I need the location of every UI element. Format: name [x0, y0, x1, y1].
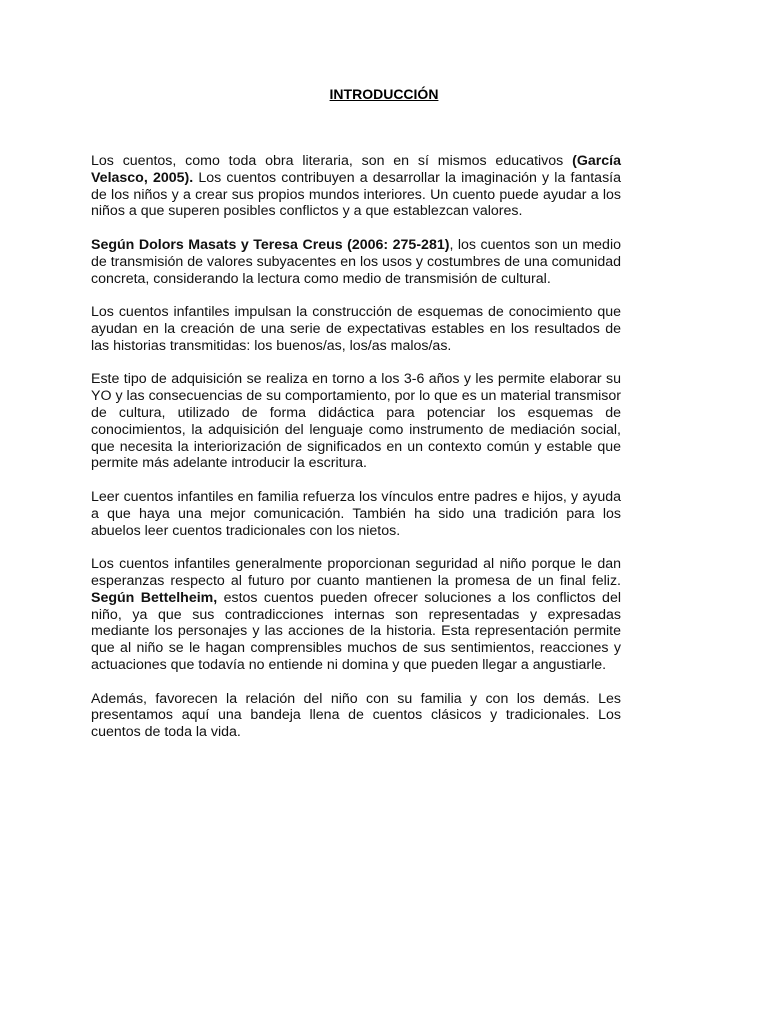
paragraph-7: Además, favorecen la relación del niño con su familia y con los demás. Les presentamos aquí una bandeja llena de cuentos clásicos y tradicionales. Los cuentos de toda la vida.: [91, 690, 621, 741]
document-title: INTRODUCCIÓN: [329, 86, 439, 102]
paragraph-6: [91, 556, 621, 674]
paragraph-1: [91, 153, 621, 220]
paragraph-5: Leer cuentos infantiles en familia refuerza los vínculos entre padres e hijos, y ayuda a que haya una mejor comunicación. También ha sido una tradición para los abuelos leer cuentos tradicionales con los nietos.: [91, 488, 621, 539]
paragraph-3: Los cuentos infantiles impulsan la construcción de esquemas de conocimiento que ayudan en la creación de una serie de expectativas estables en los resultados de las historias transmitidas: los buenos/as, los/as malos/as.: [91, 304, 621, 354]
document-body: [91, 153, 621, 758]
citation-bettelheim: Según Bettelheim,: [91, 589, 218, 606]
citation-masats-creus: Según Dolors Masats y Teresa Creus (2006: 275-281): [91, 236, 450, 253]
paragraph-6-text-a: Los cuentos infantiles generalmente proporcionan seguridad al niño porque le dan esperanzas respecto al futuro por cuanto mantienen la promesa de un final feliz.: [91, 556, 621, 589]
paragraph-6-text-b: estos cuentos pueden ofrecer soluciones a los conflictos del niño, ya que sus contradicciones internas son representadas y expresadas mediante los personajes y las acciones de la historia. Esta representación permite que al niño se le hagan comprensibles muchos de sus sentimientos, reacciones y actuaciones que todavía no entiende ni domina y que pueden llegar a angustiarle.: [91, 589, 621, 673]
paragraph-4: Este tipo de adquisición se realiza en torno a los 3-6 años y les permite elaborar su YO y las consecuencias de su comportamiento, por lo que es un material transmisor de cultura, utilizado de forma didáctica para potenciar los esquemas de conocimientos, la adquisición del lenguaje como instrumento de mediación social, que necesita la interiorización de significados en un contexto común y estable que permite más adelante introducir la escritura.: [91, 371, 621, 472]
paragraph-2: [91, 237, 621, 287]
paragraph-1-text-a: Los cuentos, como toda obra literaria, son en sí mismos educativos: [91, 153, 573, 169]
paragraph-2-text: , los cuentos son un medio de transmisión de valores subyacentes en los usos y costumbres de una comunidad concreta, considerando la lectura como medio de transmisión de cultural.: [91, 236, 621, 287]
paragraph-1-text-b: Los cuentos contribuyen a desarrollar la imaginación y la fantasía de los niños y a crear sus propios mundos interiores. Un cuento puede ayudar a los niños a que superen posibles conflictos y a que establezcan valores.: [91, 169, 621, 220]
citation-garcia-velasco: (García Velasco, 2005).: [91, 153, 621, 186]
